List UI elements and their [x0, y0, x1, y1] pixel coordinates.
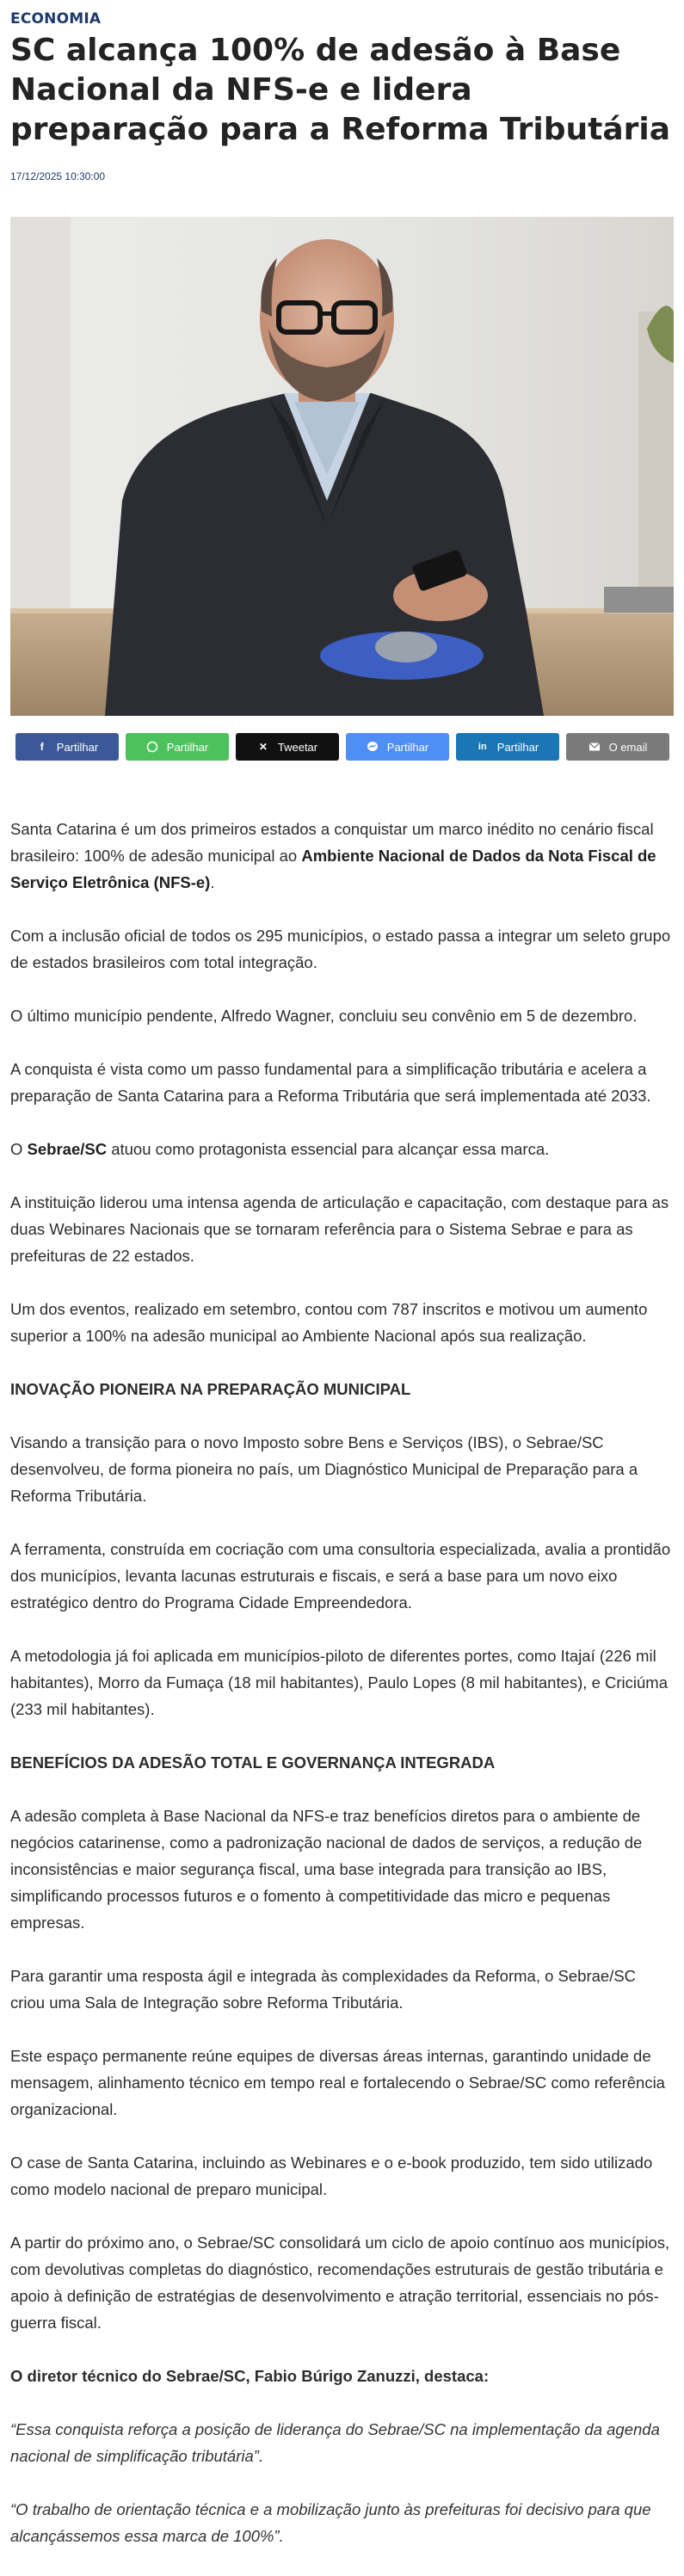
paragraph: O case de Santa Catarina, incluindo as Webinares e o e-book produzido, tem sido utilizado como modelo nacional de preparo municipal. [10, 2154, 653, 2198]
share-whatsapp-label: Partilhar [166, 740, 209, 754]
section-heading: BENEFÍCIOS DA ADESÃO TOTAL E GOVERNANÇA INTEGRADA [10, 1753, 496, 1772]
share-facebook-label: Partilhar [56, 740, 99, 754]
paragraph: A partir do próximo ano, o Sebrae/SC consolidará um ciclo de apoio contínuo aos municípios, com devolutivas completas do diagnóstico, recomendações estruturais de gestão tributária e apoio à definição de estratégias de desenvolvimento e atração territorial, essenciais no pós-guerra fiscal. [10, 2234, 670, 2332]
quote: “O trabalho de orientação técnica e a mobilização junto às prefeituras foi decisivo para que alcançássemos essa marca de 100%”. [10, 2500, 651, 2545]
paragraph: Este espaço permanente reúne equipes de diversas áreas internas, garantindo unidade de mensagem, alinhamento técnico em tempo real e fortalecendo o Sebrae/SC como referência organizacional. [10, 2047, 665, 2118]
section-heading: INOVAÇÃO PIONEIRA NA PREPARAÇÃO MUNICIPAL [10, 1380, 411, 1398]
paragraph [10, 816, 674, 896]
x-icon: ✕ [258, 741, 268, 753]
text: . [210, 873, 215, 891]
share-x-label: Tweetar [277, 740, 318, 754]
section-kicker[interactable]: ECONOMIA [10, 10, 102, 28]
paragraph: Visando a transição para o novo Imposto sobre Bens e Serviços (IBS), o Sebrae/SC desenvolveu, de forma pioneira no país, um Diagnóstico Municipal de Preparação para a Reforma Tributária. [10, 1433, 638, 1505]
paragraph: A instituição liderou uma intensa agenda de articulação e capacitação, com destaque para as duas Webinares Nacionais que se tornaram referência para o Sistema Sebrae e para as prefeituras de 22 estados. [10, 1193, 669, 1265]
publish-date: 17/12/2025 10:30:00 [10, 170, 106, 182]
messenger-icon [367, 741, 379, 753]
paragraph: Com a inclusão oficial de todos os 295 municípios, o estado passa a integrar um seleto grupo de estados brasileiros com total integração. [10, 927, 671, 971]
share-x-button[interactable] [236, 733, 339, 761]
linkedin-icon: in [478, 742, 487, 752]
hero-photo [10, 217, 674, 716]
hero-photo-illustration [10, 217, 674, 716]
paragraph: A metodologia já foi aplicada em municípios-piloto de diferentes portes, como Itajaí (226 mil habitantes), Morro da Fumaça (18 mil habitantes), Paulo Lopes (8 mil habitantes), e Criciúma (233 mil habitantes). [10, 1647, 668, 1718]
bold-text: Ambiente Nacional de Dados da Nota Fiscal de Serviço Eletrônica (NFS-e) [10, 847, 656, 891]
bold-text: Sebrae/SC [27, 1140, 108, 1158]
paragraph: Para garantir uma resposta ágil e integrada às complexidades da Reforma, o Sebrae/SC criou uma Sala de Integração sobre Reforma Tributária. [10, 1967, 637, 2012]
facebook-icon: f [40, 741, 44, 753]
text: Santa Catarina é um dos primeiros estados a conquistar um marco inédito no cenário fiscal brasileiro: 100% de adesão municipal ao [10, 820, 654, 865]
quote: “Essa conquista reforça a posição de liderança do Sebrae/SC na implementação da agenda nacional de simplificação tributária”. [10, 2420, 660, 2465]
share-messenger-button[interactable] [346, 733, 449, 761]
share-linkedin-button[interactable] [456, 733, 559, 761]
paragraph: O último município pendente, Alfredo Wagner, concluiu seu convênio em 5 de dezembro. [10, 1007, 638, 1025]
article-body [0, 761, 684, 2549]
share-facebook-button[interactable] [15, 733, 119, 761]
mail-icon [588, 741, 601, 753]
share-bar [15, 733, 684, 761]
paragraph: A conquista é vista como um passo fundamental para a simplificação tributária e acelera a preparação de Santa Catarina para a Reforma Tributária que será implementada até 2033. [10, 1060, 651, 1105]
quote-intro: O diretor técnico do Sebrae/SC, Fabio Búrigo Zanuzzi, destaca: [10, 2367, 490, 2385]
share-messenger-label: Partilhar [386, 740, 429, 754]
share-whatsapp-button[interactable] [126, 733, 229, 761]
share-email-label: O email [608, 740, 648, 754]
paragraph: A adesão completa à Base Nacional da NFS-e traz benefícios diretos para o ambiente de negócios catarinense, como a padronização nacional de dados de serviços, a redução de inconsistências e maior segurança fiscal, uma base integrada para transição ao IBS, simplificando processos futuros e o fomento à competitividade das micro e pequenas empresas. [10, 1807, 643, 1932]
whatsapp-icon [146, 741, 158, 753]
share-email-button[interactable] [566, 733, 669, 761]
text: atuou como protagonista essencial para alcançar essa marca. [107, 1140, 550, 1158]
share-linkedin-label: Partilhar [496, 740, 539, 754]
paragraph: A ferramenta, construída em cocriação com uma consultoria especializada, avalia a prontidão dos municípios, levanta lacunas estruturais e fiscais, e será a base para um novo eixo estratégico dentro do Programa Cidade Empreendedora. [10, 1540, 671, 1612]
paragraph [10, 1136, 674, 1162]
text: O [10, 1140, 28, 1158]
article-title: SC alcança 100% de adesão à Base Nacional da NFS-e e lidera preparação para a Reforma Tributária [10, 33, 671, 147]
paragraph: Um dos eventos, realizado em setembro, contou com 787 inscritos e motivou um aumento superior a 100% na adesão municipal ao Ambiente Nacional após sua realização. [10, 1300, 648, 1345]
